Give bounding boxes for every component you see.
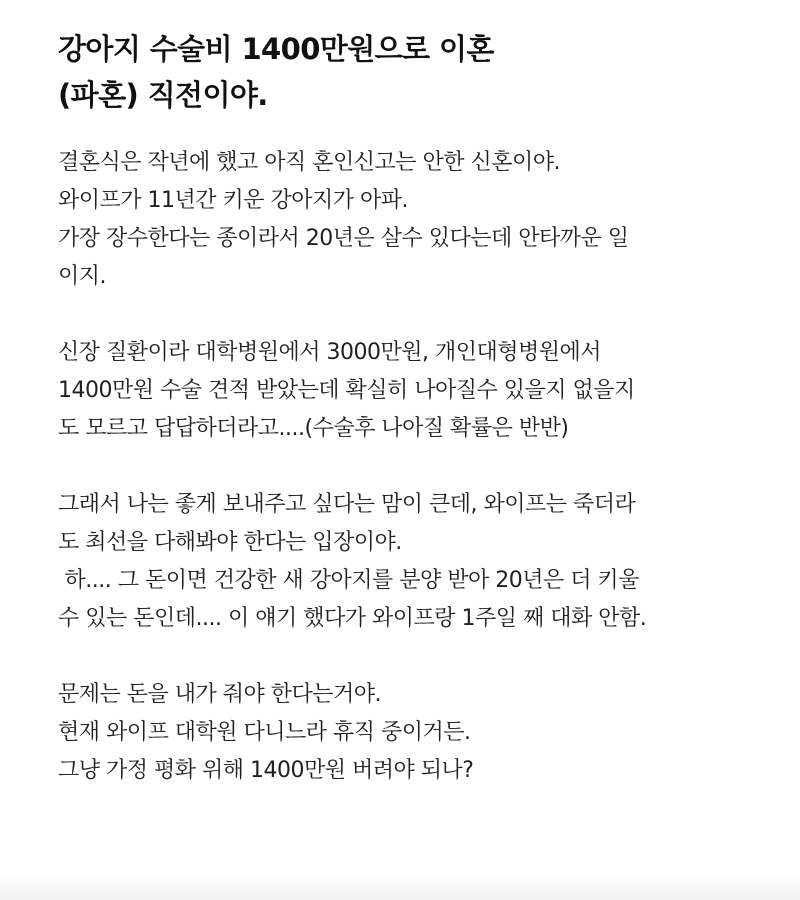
bottom-edge-shadow	[0, 874, 800, 900]
paragraph-wedding-dog	[58, 144, 760, 296]
body-line: 현재 와이프 대학원 다니느라 휴직 중이거든.	[58, 720, 471, 745]
post-title-line: (파혼) 직전이야.	[58, 78, 268, 112]
body-line: 문제는 돈을 내가 줘야 한다는거야.	[58, 682, 381, 707]
body-line: 와이프가 11년간 키운 강아지가 아파.	[58, 188, 408, 213]
body-line: 그냥 가정 평화 위해 1400만원 버려야 되나?	[58, 758, 474, 783]
body-line: 도 모르고 답답하더라고....(수술후 나아질 확률은 반반)	[58, 416, 569, 441]
post-title	[58, 26, 618, 118]
body-line: 도 최선을 다해봐야 한다는 입장이야.	[58, 530, 402, 555]
paragraph-surgery-estimate	[58, 334, 760, 448]
body-line: 가장 장수한다는 종이라서 20년은 살수 있다는데 안타까운 일	[58, 226, 629, 251]
body-line: 수 있는 돈인데.... 이 얘기 했다가 와이프랑 1주일 째 대화 안함.	[58, 606, 647, 631]
post-body	[58, 144, 760, 790]
body-line: 그래서 나는 좋게 보내주고 싶다는 맘이 큰데, 와이프는 죽더라	[58, 492, 636, 517]
body-line: 이지.	[58, 264, 106, 289]
body-line: 결혼식은 작년에 했고 아직 혼인신고는 안한 신혼이야.	[58, 150, 560, 175]
post-title-line: 강아지 수술비 1400만원으로 이혼	[58, 32, 494, 66]
body-line: 신장 질환이라 대학병원에서 3000만원, 개인대형병원에서	[58, 340, 601, 365]
body-line: 1400만원 수술 견적 받았는데 확실히 나아질수 있을지 없을지	[58, 378, 635, 403]
paragraph-money-question	[58, 676, 760, 790]
body-line: 하.... 그 돈이면 건강한 새 강아지를 분양 받아 20년은 더 키울	[58, 568, 639, 593]
paragraph-disagreement	[58, 486, 760, 638]
